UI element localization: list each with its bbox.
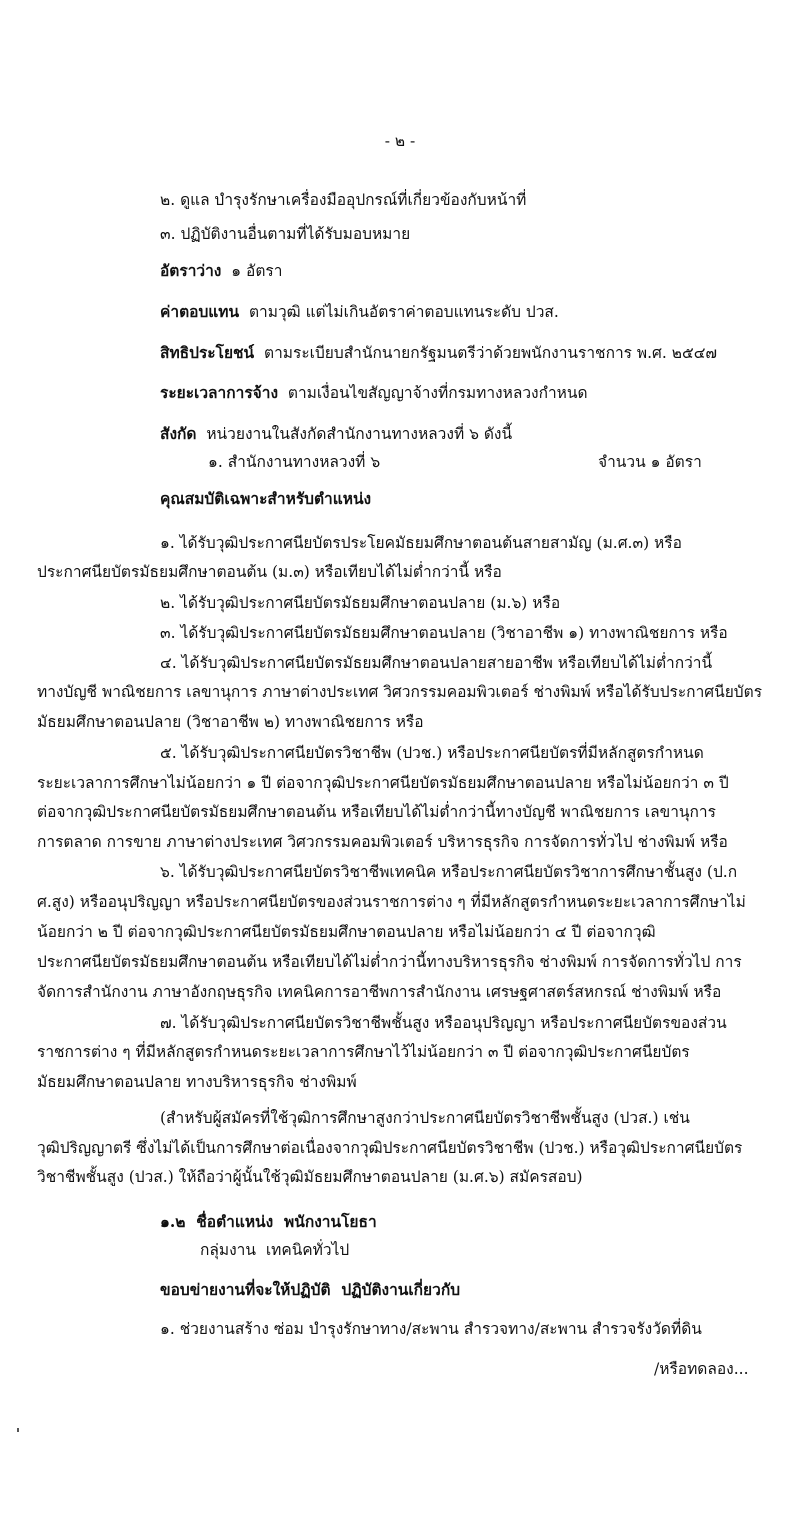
qualification-line: วิชาชีพชั้นสูง (ปวส.) ให้ถือว่าผู้นั้นใช้วุฒิมัธยมศึกษาตอนปลาย (ม.ศ.๖) สมัครสอบ) (37, 1168, 583, 1186)
position-label: ชื่อตำแหน่ง (196, 1212, 274, 1231)
qualification-line: น้อยกว่า ๒ ปี ต่อจากวุฒิประกาศนียบัตรมัธยมศึกษาตอนปลาย หรือไม่น้อยกว่า ๔ ปี ต่อจากวุฒิ (37, 923, 656, 941)
qualification-line: ประกาศนียบัตรมัธยมศึกษาตอนต้น หรือเทียบได้ไม่ต่ำกว่านี้ทางบริหารธุรกิจ ช่างพิมพ์ การจัดการทั่วไป การ (37, 953, 742, 971)
qualification-line: มัธยมศึกษาตอนปลาย (วิชาอาชีพ ๒) ทางพาณิชยการ หรือ (37, 713, 424, 731)
compensation-label: ค่าตอบแทน (160, 302, 240, 321)
compensation-value: ตามวุฒิ แต่ไม่เกินอัตราค่าตอบแทนระดับ ปวส. (248, 303, 559, 321)
benefits-row (160, 342, 717, 364)
qualification-line: ๔. ได้รับวุฒิประกาศนียบัตรมัธยมศึกษาตอนปลายสายอาชีพ หรือเทียบได้ไม่ต่ำกว่านี้ (160, 654, 713, 672)
qualification-line: ต่อจากวุฒิประกาศนียบัตรมัธยมศึกษาตอนต้น หรือเทียบได้ไม่ต่ำกว่านี้ทางบัญชี พาณิชยการ เลขานุการ (37, 803, 716, 821)
qualification-line: ราชการต่าง ๆ ที่มีหลักสูตรกำหนดระยะเวลาการศึกษาไว้ไม่น้อยกว่า ๓ ปี ต่อจากวุฒิประกาศนียบัตร (37, 1043, 690, 1061)
qualification-line: ศ.สูง) หรืออนุปริญญา หรือประกาศนียบัตรของส่วนราชการต่าง ๆ ที่มีหลักสูตรกำหนดระยะเวลาการศึกษาไม่ (37, 893, 746, 911)
qualification-line: ๖. ได้รับวุฒิประกาศนียบัตรวิชาชีพเทคนิค หรือประกาศนียบัตรวิชาการศึกษาชั้นสูง (ป.ก (160, 863, 738, 881)
qualification-line: ทางบัญชี พาณิชยการ เลขานุการ ภาษาต่างประเทศ วิศวกรรมคอมพิวเตอร์ ช่างพิมพ์ หรือได้รับประกาศนียบัตร (37, 683, 763, 701)
employment-period-row (160, 382, 588, 404)
qualification-line: (สำหรับผู้สมัครที่ใช้วุฒิการศึกษาสูงกว่าประกาศนียบัตรวิชาชีพชั้นสูง (ปวส.) เช่น (160, 1109, 690, 1127)
vacancy-value: ๑ อัตรา (231, 262, 283, 280)
position-group-label: กลุ่มงาน (200, 1241, 256, 1259)
qualification-line: มัธยมศึกษาตอนปลาย ทางบริหารธุรกิจ ช่างพิมพ์ (37, 1073, 357, 1091)
qualification-line: ๗. ได้รับวุฒิประกาศนียบัตรวิชาชีพชั้นสูง หรืออนุปริญญา หรือประกาศนียบัตรของส่วน (160, 1014, 727, 1032)
position-number: ๑.๒ (160, 1212, 186, 1231)
qualification-line: ๒. ได้รับวุฒิประกาศนียบัตรมัธยมศึกษาตอนปลาย (ม.๖) หรือ (160, 594, 561, 612)
qualification-line: การตลาด การขาย ภาษาต่างประเทศ วิศวกรรมคอมพิวเตอร์ บริหารธุรกิจ การจัดการทั่วไป ช่างพิมพ์ หรือ (37, 833, 728, 851)
vacancy-label: อัตราว่าง (160, 261, 222, 280)
scope-value: ปฏิบัติงานเกี่ยวกับ (341, 1280, 461, 1299)
qualification-line: ๓. ได้รับวุฒิประกาศนียบัตรมัธยมศึกษาตอนปลาย (วิชาอาชีพ ๑) ทางพาณิชยการ หรือ (160, 624, 728, 642)
benefits-value: ตามระเบียบสำนักนายกรัฐมนตรีว่าด้วยพนักงานราชการ พ.ศ. ๒๕๔๗ (264, 344, 718, 362)
scope-label: ขอบข่ายงานที่จะให้ปฏิบัติ (160, 1280, 331, 1299)
benefits-label: สิทธิประโยชน์ (160, 343, 255, 362)
qualification-line: ระยะเวลาการศึกษาไม่น้อยกว่า ๑ ปี ต่อจากวุฒิประกาศนียบัตรมัธยมศึกษาตอนปลาย หรือไม่น้อยกว่า ๓ ปี (37, 774, 729, 792)
qualification-line: ประกาศนียบัตรมัธยมศึกษาตอนต้น (ม.๓) หรือเทียบได้ไม่ต่ำกว่านี้ หรือ (37, 563, 502, 581)
qualifications-heading: คุณสมบัติเฉพาะสำหรับตำแหน่ง (160, 489, 372, 508)
page-number: - ๒ - (384, 132, 416, 150)
affiliation-value: หน่วยงานในสังกัดสำนักงานทางหลวงที่ ๖ ดังนี้ (206, 425, 513, 443)
continuation-text: /หรือทดลอง... (654, 1360, 749, 1378)
scope-item-1: ๑. ช่วยงานสร้าง ซ่อม บำรุงรักษาทาง/สะพาน สำรวจทาง/สะพาน สำรวจรังวัดที่ดิน (160, 1320, 702, 1338)
affiliation-label: สังกัด (160, 424, 197, 443)
position-title-row (160, 1211, 377, 1233)
qualification-line: ๑. ได้รับวุฒิประกาศนียบัตรประโยคมัธยมศึกษาตอนต้นสายสามัญ (ม.ศ.๓) หรือ (160, 534, 682, 552)
scope-row (160, 1279, 460, 1301)
compensation-row (160, 301, 559, 323)
qualification-line: จัดการสำนักงาน ภาษาอังกฤษธุรกิจ เทคนิคการอาชีพการสำนักงาน เศรษฐศาสตร์สหกรณ์ ช่างพิมพ์ หรือ (37, 983, 722, 1001)
duty-item-2: ๒. ดูแล บำรุงรักษาเครื่องมืออุปกรณ์ที่เกี่ยวข้องกับหน้าที่ (160, 191, 527, 209)
position-name: พนักงานโยธา (284, 1212, 377, 1231)
affiliation-unit-count: จำนวน ๑ อัตรา (598, 453, 702, 471)
scan-speck (17, 1428, 19, 1432)
affiliation-row (160, 423, 512, 445)
vacancy-row (160, 260, 282, 282)
duty-item-3: ๓. ปฏิบัติงานอื่นตามที่ได้รับมอบหมาย (160, 225, 411, 243)
position-group-value: เทคนิคทั่วไป (265, 1241, 350, 1259)
employment-period-value: ตามเงื่อนไขสัญญาจ้างที่กรมทางหลวงกำหนด (287, 384, 588, 402)
affiliation-unit: ๑. สำนักงานทางหลวงที่ ๖ (208, 453, 381, 471)
employment-period-label: ระยะเวลาการจ้าง (160, 383, 279, 402)
qualification-line: ๕. ได้รับวุฒิประกาศนียบัตรวิชาชีพ (ปวช.) หรือประกาศนียบัตรที่มีหลักสูตรกำหนด (160, 744, 704, 762)
qualification-line: วุฒิปริญญาตรี ซึ่งไม่ได้เป็นการศึกษาต่อเนื่องจากวุฒิประกาศนียบัตรวิชาชีพ (ปวช.) หรือวุฒิประกาศนียบัตร (37, 1139, 743, 1157)
position-group-row (200, 1239, 349, 1261)
